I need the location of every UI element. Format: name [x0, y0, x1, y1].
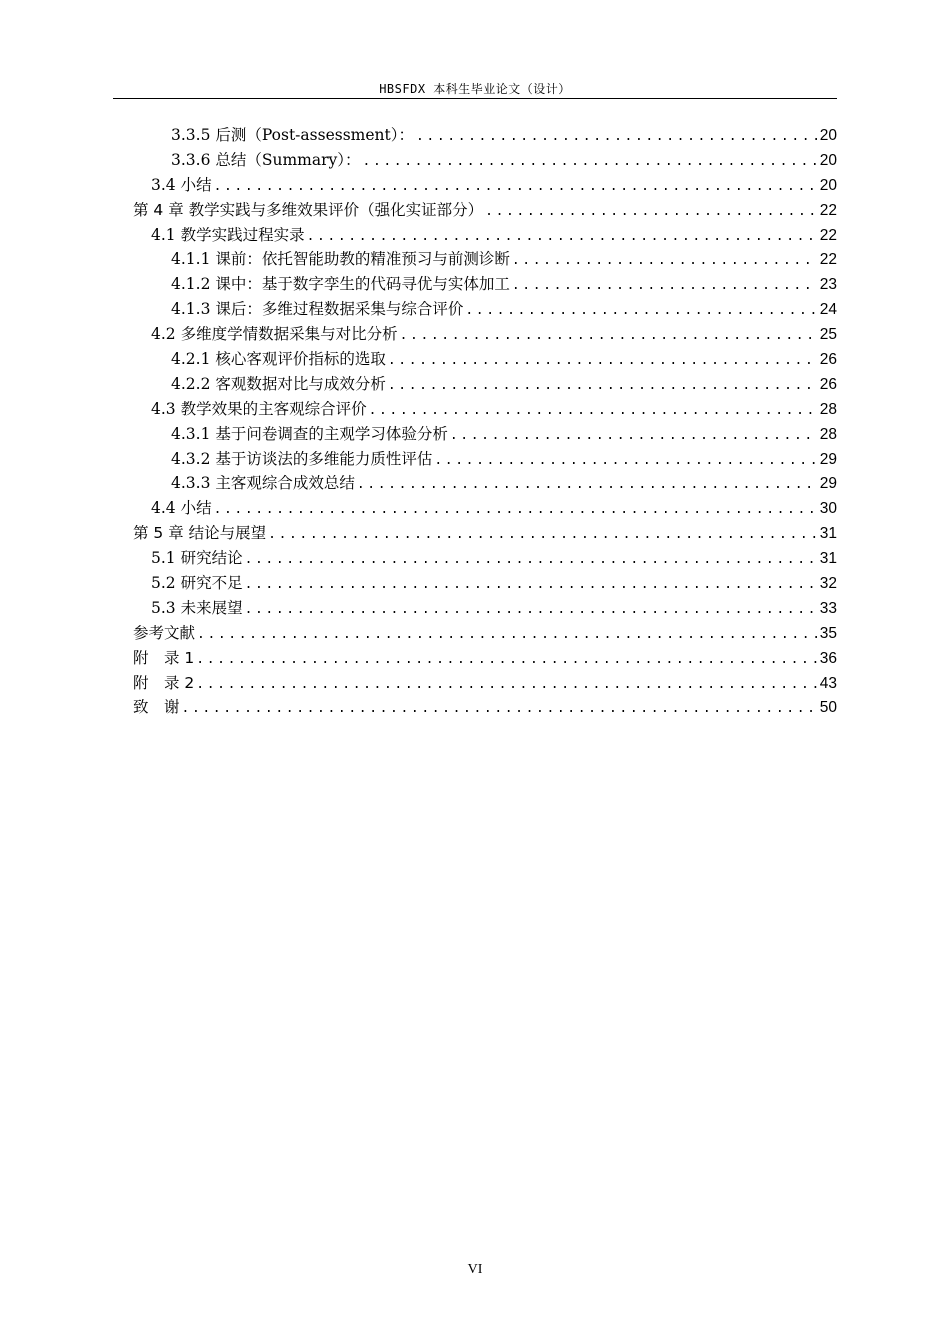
toc-entry-page: 35: [819, 624, 837, 642]
dot-leader: [268, 523, 817, 548]
toc-entry-title: 3.3.6 总结（Summary）：: [171, 150, 361, 169]
toc-entry-title: 致 谢: [133, 698, 180, 717]
toc-entry-page: 29: [819, 450, 837, 468]
toc-entry[interactable]: [133, 471, 837, 496]
toc-entry-page: 43: [819, 674, 837, 692]
toc-entry[interactable]: [133, 347, 837, 372]
toc-entry-title: 4.1.3 课后：多维过程数据采集与综合评价: [171, 300, 464, 319]
dot-leader: [388, 374, 817, 399]
toc-entry-title: 4.4 小结: [151, 499, 212, 518]
toc-entry-page: 31: [819, 525, 837, 543]
dot-leader: [512, 249, 817, 274]
page-number: VI: [467, 1262, 483, 1277]
toc-entry-page: 28: [819, 425, 837, 443]
dot-leader: [388, 349, 817, 374]
toc-entry[interactable]: [133, 596, 837, 621]
dot-leader: [196, 673, 816, 698]
running-header: HBSFDX 本科生毕业论文（设计）: [379, 82, 571, 96]
toc-entry-page: 25: [819, 326, 837, 344]
toc-entry[interactable]: [133, 247, 837, 272]
toc-entry[interactable]: [133, 397, 837, 422]
table-of-contents: [133, 123, 837, 720]
dot-leader: [307, 225, 817, 250]
dot-leader: [416, 125, 817, 150]
toc-entry-title: 参考文献: [133, 623, 196, 642]
toc-entry-page: 23: [819, 276, 837, 294]
toc-entry-title: 5.2 研究不足: [151, 574, 243, 593]
dot-leader: [214, 175, 817, 200]
toc-entry-page: 32: [819, 575, 837, 593]
dot-leader: [182, 697, 817, 722]
toc-entry-title: 4.2.2 客观数据对比与成效分析: [171, 374, 386, 393]
toc-entry[interactable]: [133, 322, 837, 347]
toc-entry-page: 20: [819, 151, 837, 169]
toc-entry-title: 3.3.5 后测（Post-assessment）：: [171, 126, 414, 144]
dot-leader: [357, 473, 817, 498]
toc-entry-page: 31: [819, 550, 837, 568]
toc-entry-title: 5.3 未来展望: [151, 598, 243, 617]
toc-entry[interactable]: [133, 546, 837, 571]
toc-entry-page: 22: [819, 226, 837, 244]
dot-leader: [245, 598, 817, 623]
toc-entry-page: 20: [819, 176, 837, 194]
toc-entry[interactable]: [133, 646, 837, 671]
toc-entry-title: 附 录 2: [133, 673, 195, 692]
toc-entry[interactable]: [133, 223, 837, 248]
toc-entry-title: 4.3.1 基于问卷调查的主观学习体验分析: [171, 424, 448, 443]
dot-leader: [197, 623, 817, 648]
toc-entry[interactable]: [133, 671, 837, 696]
toc-entry[interactable]: [133, 173, 837, 198]
toc-entry-page: 33: [819, 599, 837, 617]
toc-entry-page: 26: [819, 351, 837, 369]
toc-entry-title: 4.3.3 主客观综合成效总结: [171, 474, 355, 493]
dot-leader: [363, 150, 817, 175]
toc-entry-page: 29: [819, 475, 837, 493]
toc-entry-page: 26: [819, 375, 837, 393]
toc-entry[interactable]: [133, 521, 837, 546]
toc-entry[interactable]: [133, 447, 837, 472]
toc-entry[interactable]: [133, 422, 837, 447]
toc-entry-page: 50: [819, 699, 837, 717]
toc-entry-page: 36: [819, 649, 837, 667]
toc-entry[interactable]: [133, 571, 837, 596]
toc-entry[interactable]: [133, 496, 837, 521]
dot-leader: [450, 424, 817, 449]
toc-entry-title: 3.4 小结: [151, 175, 212, 194]
toc-entry[interactable]: [133, 123, 837, 148]
toc-entry-page: 28: [819, 400, 837, 418]
dot-leader: [512, 274, 817, 299]
toc-entry[interactable]: [133, 272, 837, 297]
toc-entry[interactable]: [133, 372, 837, 397]
toc-entry-page: 24: [819, 301, 837, 319]
dot-leader: [485, 200, 817, 225]
dot-leader: [196, 648, 816, 673]
dot-leader: [369, 399, 817, 424]
toc-entry-page: 30: [819, 500, 837, 518]
toc-entry[interactable]: [133, 621, 837, 646]
header-rule: [113, 98, 837, 99]
toc-entry[interactable]: [133, 198, 837, 223]
dot-leader: [400, 324, 817, 349]
dot-leader: [214, 498, 817, 523]
toc-entry-page: 22: [819, 201, 837, 219]
toc-entry-page: 20: [819, 127, 837, 144]
toc-entry-title: 4.2.1 核心客观评价指标的选取: [171, 350, 386, 369]
dot-leader: [245, 573, 817, 598]
toc-entry[interactable]: [133, 695, 837, 720]
toc-entry-title: 第 5 章 结论与展望: [133, 524, 267, 543]
toc-entry-title: 4.1.2 课中：基于数字孪生的代码寻优与实体加工: [171, 275, 510, 294]
toc-entry-title: 4.3 教学效果的主客观综合评价: [151, 399, 367, 418]
toc-entry-title: 4.1.1 课前：依托智能助教的精准预习与前测诊断: [171, 250, 510, 269]
toc-entry[interactable]: [133, 297, 837, 322]
toc-entry-title: 4.1 教学实践过程实录: [151, 225, 305, 244]
toc-entry-title: 第 4 章 教学实践与多维效果评价（强化实证部分）: [133, 200, 484, 219]
dot-leader: [465, 299, 816, 324]
toc-entry-title: 附 录 1: [133, 648, 195, 667]
toc-entry-page: 22: [819, 251, 837, 269]
toc-entry-title: 4.3.2 基于访谈法的多维能力质性评估: [171, 449, 433, 468]
toc-entry-title: 4.2 多维度学情数据采集与对比分析: [151, 325, 398, 344]
dot-leader: [434, 449, 816, 474]
dot-leader: [245, 548, 817, 573]
toc-entry-title: 5.1 研究结论: [151, 549, 243, 568]
toc-entry[interactable]: [133, 148, 837, 173]
